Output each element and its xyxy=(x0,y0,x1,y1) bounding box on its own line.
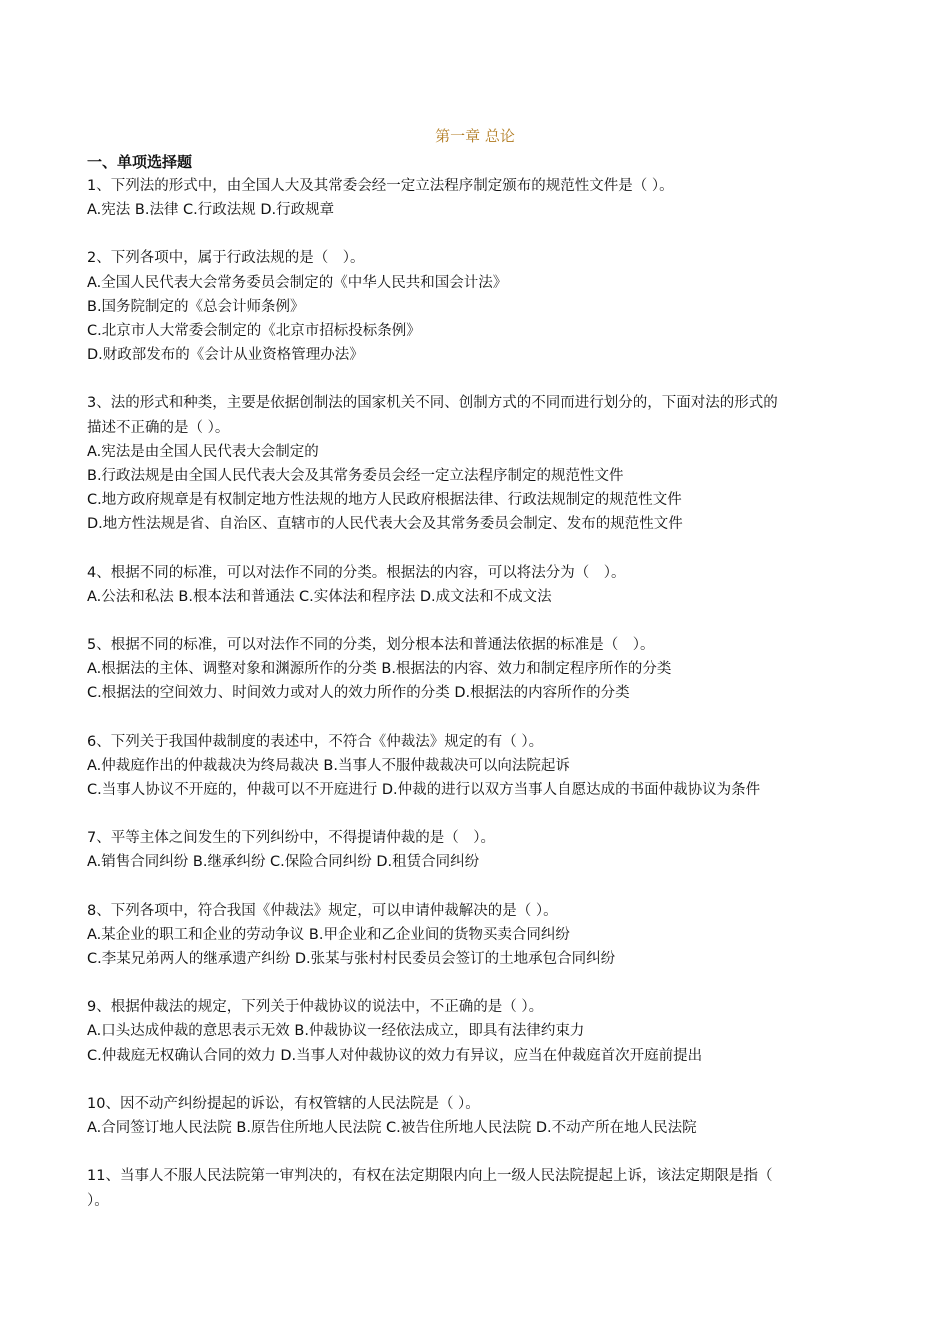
chapter-title: 第一章 总论 xyxy=(435,127,515,145)
question-text: 6、下列关于我国仲裁制度的表述中，不符合《仲裁法》规定的有（ ）。 xyxy=(87,733,544,750)
question-line: ）。 xyxy=(87,1192,109,1209)
question-item xyxy=(87,826,867,874)
section-heading: 一、单项选择题 xyxy=(87,153,193,171)
question-text: 11、当事人不服人民法院第一审判决的，有权在法定期限内向上一级人民法院提起上诉，该法定期限是指（ xyxy=(87,1168,773,1185)
question-item xyxy=(87,174,867,222)
question-text: 9、根据仲裁法的规定，下列关于仲裁协议的说法中，不正确的是（ ）。 xyxy=(87,999,544,1016)
question-line: B.行政法规是由全国人民代表大会及其常务委员会经一定立法程序制定的规范性文件 xyxy=(87,468,624,485)
question-line: C.北京市人大常委会制定的《北京市招标投标条例》 xyxy=(87,323,421,340)
question-item xyxy=(87,899,867,972)
question-item xyxy=(87,1164,867,1212)
question-text: 5、根据不同的标准，可以对法作不同的分类，划分根本法和普通法依据的标准是（ ）。 xyxy=(87,637,655,654)
question-line: C.李某兄弟两人的继承遗产纠纷 D.张某与张村村民委员会签订的土地承包合同纠纷 xyxy=(87,951,616,968)
question-item xyxy=(87,995,867,1068)
question-line: 描述不正确的是（ ）。 xyxy=(87,419,230,436)
question-line: A.销售合同纠纷 B.继承纠纷 C.保险合同纠纷 D.租赁合同纠纷 xyxy=(87,854,480,871)
question-line: C.地方政府规章是有权制定地方性法规的地方人民政府根据法律、行政法规制定的规范性文件 xyxy=(87,492,682,509)
question-text: 10、因不动产纠纷提起的诉讼，有权管辖的人民法院是（ ）。 xyxy=(87,1095,480,1112)
question-line: C.仲裁庭无权确认合同的效力 D.当事人对仲裁协议的效力有异议，应当在仲裁庭首次开庭前提出 xyxy=(87,1047,703,1064)
question-text: 3、法的形式和种类，主要是依据创制法的国家机关不同、创制方式的不同而进行划分的，下面对法的形式的 xyxy=(87,395,778,412)
question-line: A.仲裁庭作出的仲裁裁决为终局裁决 B.当事人不服仲裁裁决可以向法院起诉 xyxy=(87,757,570,774)
question-line: C.当事人协议不开庭的，仲裁可以不开庭进行 D.仲裁的进行以双方当事人自愿达成的书面仲裁协议为条件 xyxy=(87,782,761,799)
question-line: A.全国人民代表大会常务委员会制定的《中华人民共和国会计法》 xyxy=(87,274,508,291)
question-list xyxy=(87,174,867,1237)
question-line: A.宪法 B.法律 C.行政法规 D.行政规章 xyxy=(87,202,335,219)
question-line: D.财政部发布的《会计从业资格管理办法》 xyxy=(87,347,364,364)
question-text: 4、根据不同的标准，可以对法作不同的分类。根据法的内容，可以将法分为（ ）。 xyxy=(87,564,626,581)
question-text: 1、下列法的形式中，由全国人大及其常委会经一定立法程序制定颁布的规范性文件是（ ）。 xyxy=(87,178,674,194)
question-line: A.某企业的职工和企业的劳动争议 B.甲企业和乙企业间的货物买卖合同纠纷 xyxy=(87,926,570,943)
question-line: D.地方性法规是省、自治区、直辖市的人民代表大会及其常务委员会制定、发布的规范性文件 xyxy=(87,516,683,533)
question-text: 2、下列各项中，属于行政法规的是（ ）。 xyxy=(87,250,365,267)
question-item xyxy=(87,246,867,367)
question-item xyxy=(87,391,867,536)
question-line: B.国务院制定的《总会计师条例》 xyxy=(87,298,305,315)
question-text: 8、下列各项中，符合我国《仲裁法》规定，可以申请仲裁解决的是（ ）。 xyxy=(87,902,558,919)
question-line: A.公法和私法 B.根本法和普通法 C.实体法和程序法 D.成文法和不成文法 xyxy=(87,588,552,605)
question-line: A.合同签订地人民法院 B.原告住所地人民法院 C.被告住所地人民法院 D.不动产所在地人民法院 xyxy=(87,1120,697,1137)
question-item xyxy=(87,1092,867,1140)
question-line: C.根据法的空间效力、时间效力或对人的效力所作的分类 D.根据法的内容所作的分类 xyxy=(87,685,630,702)
question-item xyxy=(87,633,867,706)
question-line: A.宪法是由全国人民代表大会制定的 xyxy=(87,443,319,460)
question-text: 7、平等主体之间发生的下列纠纷中，不得提请仲裁的是（ ）。 xyxy=(87,830,495,847)
question-item xyxy=(87,730,867,803)
question-line: A.口头达成仲裁的意思表示无效 B.仲裁协议一经依法成立，即具有法律约束力 xyxy=(87,1023,585,1040)
question-line: A.根据法的主体、调整对象和渊源所作的分类 B.根据法的内容、效力和制定程序所作的分类 xyxy=(87,661,672,678)
question-item xyxy=(87,561,867,609)
